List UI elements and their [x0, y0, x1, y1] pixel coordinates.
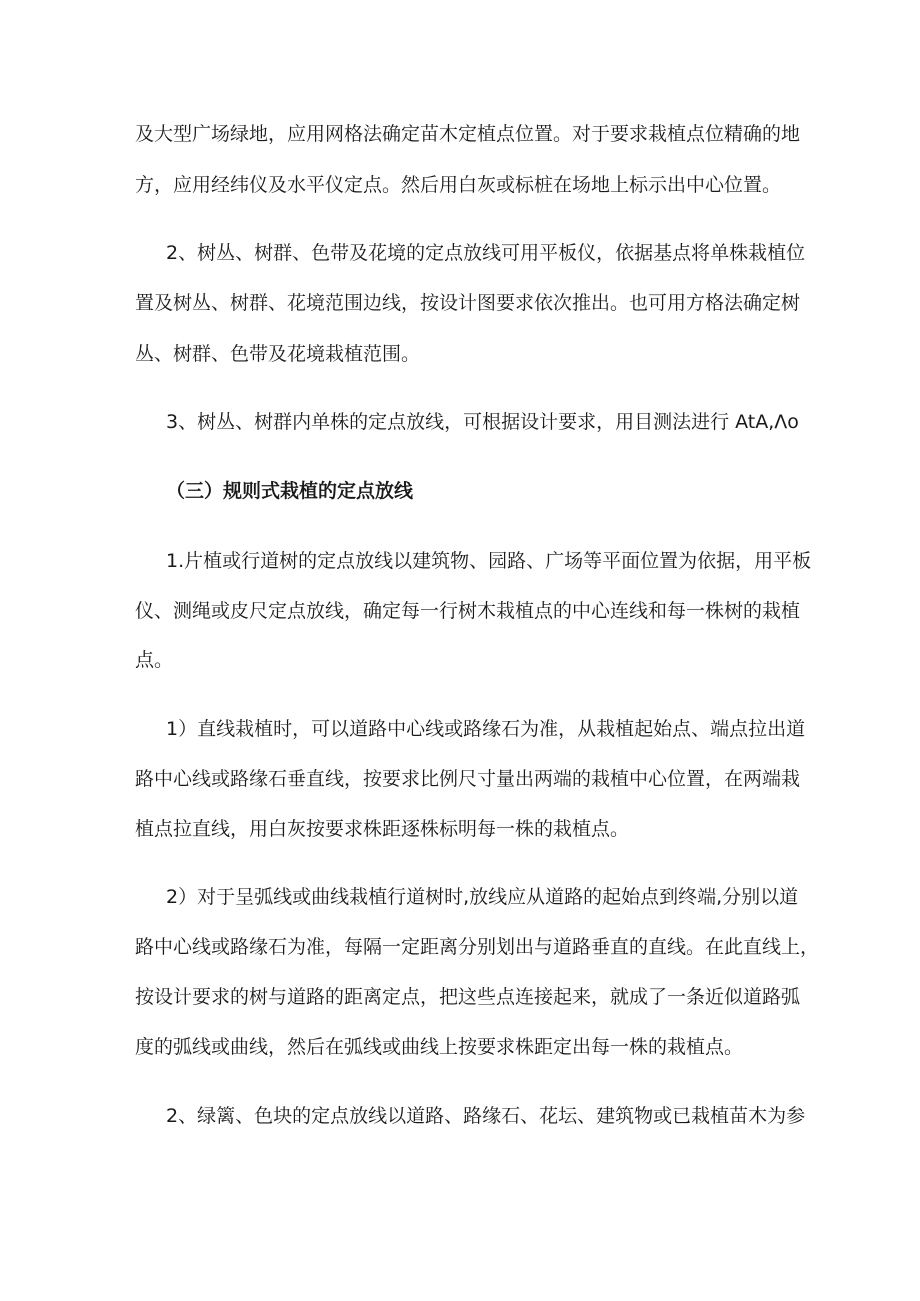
text-line-5: 丛、树群、色带及花境栽植范围。: [135, 343, 421, 365]
text-line-14: 2）对于呈弧线或曲线栽植行道树时,放线应从道路的起始点到终端,分别以道: [166, 886, 799, 908]
text-line-11: 1）直线栽植时，可以道路中心线或路缘石为准，从栽植起始点、端点拉出道: [166, 718, 806, 740]
text-line-16: 按设计要求的树与道路的距离定点，把这些点连接起来，就成了一条近似道路弧: [135, 986, 801, 1008]
section-heading: （三）规则式栽植的定点放线: [166, 480, 414, 502]
text-line-2: 方，应用经纬仪及水平仪定点。然后用白灰或标桩在场地上标示出中心位置。: [135, 174, 782, 196]
text-line-10: 点。: [135, 649, 174, 671]
text-line-8: 1.片植或行道树的定点放线以建筑物、园路、广场等平面位置为依据，用平板: [166, 550, 812, 572]
text-line-3: 2、树丛、树群、色带及花境的定点放线可用平板仪，依据基点将单株栽植位: [166, 242, 806, 264]
text-line-17: 度的弧线或曲线，然后在弧线或曲线上按要求株距定出每一株的栽植点。: [135, 1036, 744, 1058]
text-line-4: 置及树丛、树群、花境范围边线，按设计图要求依次推出。也可用方格法确定树: [135, 292, 801, 314]
text-line-15: 路中心线或路缘石为准，每隔一定距离分别划出与道路垂直的直线。在此直线上，: [135, 936, 820, 958]
text-line-18: 2、绿篱、色块的定点放线以道路、路缘石、花坛、建筑物或已栽植苗木为参: [166, 1105, 806, 1127]
text-line-13: 植点拉直线，用白灰按要求株距逐株标明每一株的栽植点。: [135, 818, 630, 840]
text-line-9: 仪、测绳或皮尺定点放线，确定每一行树木栽植点的中心连线和每一株树的栽植: [135, 600, 801, 622]
text-line-12: 路中心线或路缘石垂直线，按要求比例尺寸量出两端的栽植中心位置，在两端栽: [135, 768, 801, 790]
text-line-1: 及大型广场绿地，应用网格法确定苗木定植点位置。对于要求栽植点位精确的地: [135, 123, 801, 145]
text-line-6: 3、树丛、树群内单株的定点放线，可根据设计要求，用目测法进行 AtA,Λo: [166, 411, 799, 433]
